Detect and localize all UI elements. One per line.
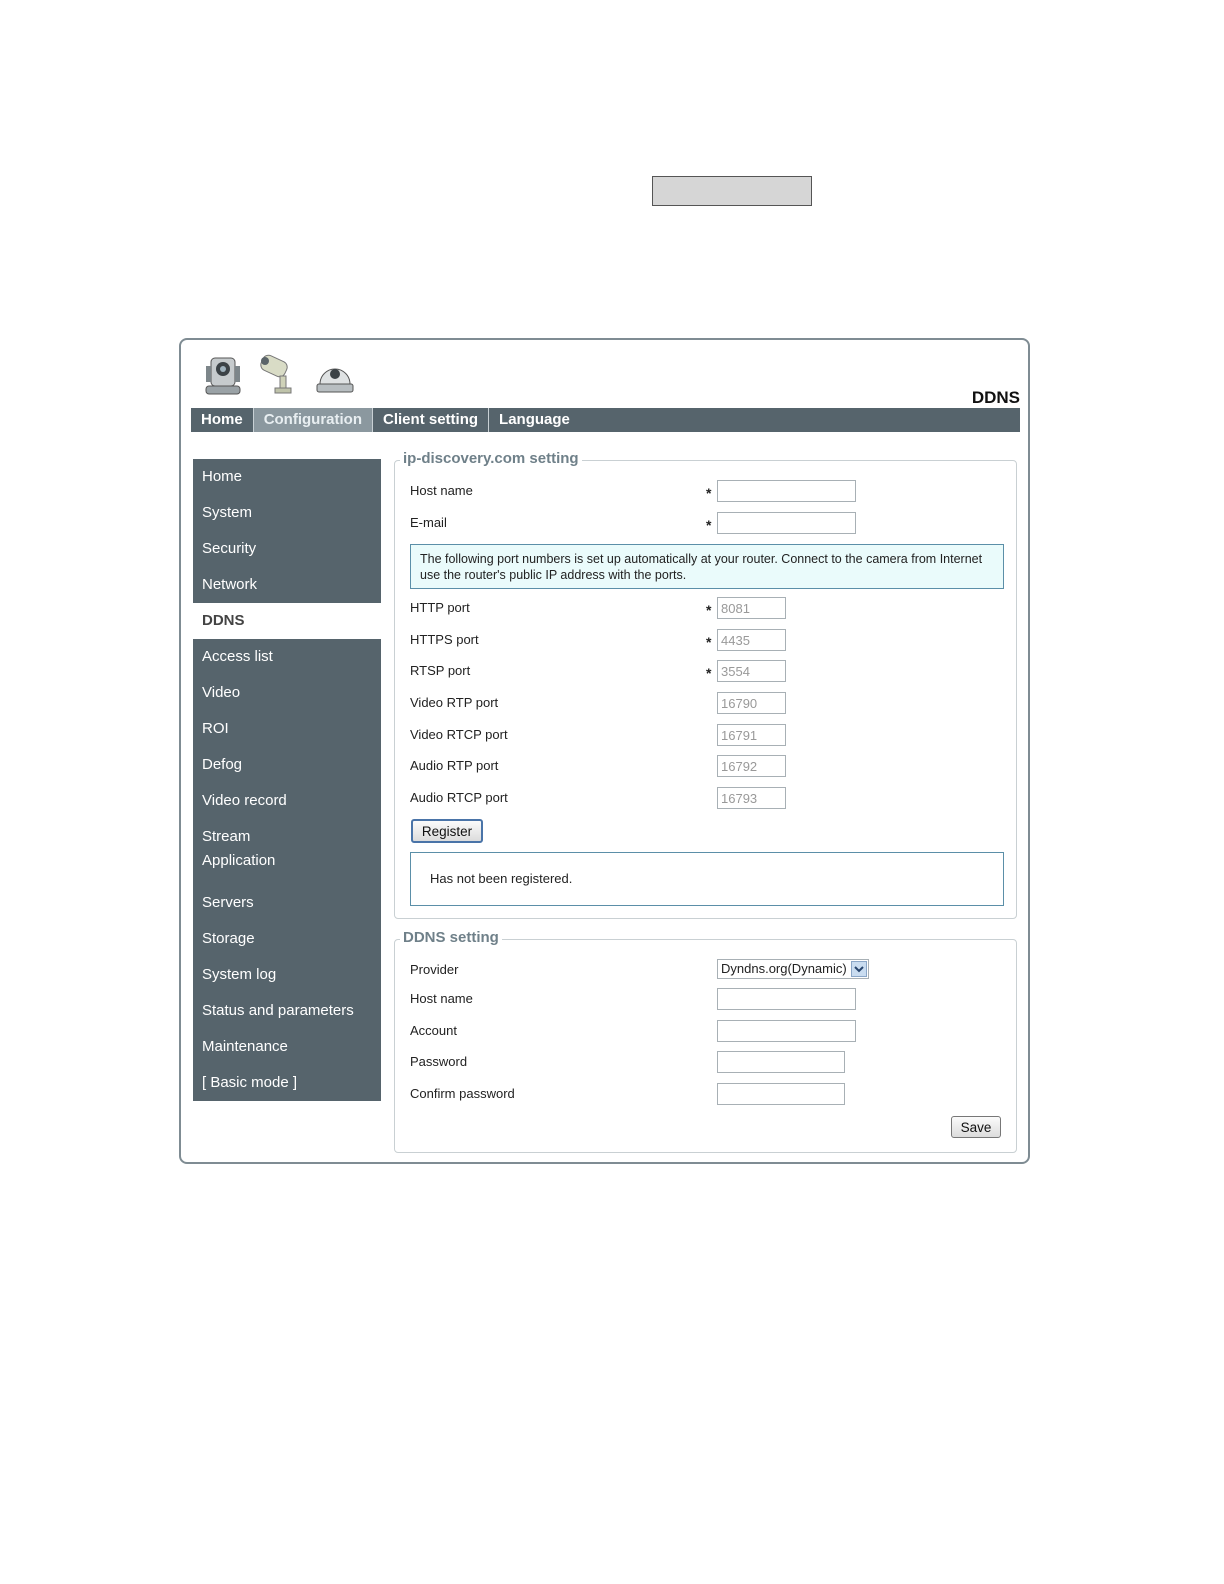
email-label: E-mail: [410, 515, 447, 530]
https-port-label: HTTPS port: [410, 632, 479, 647]
provider-select[interactable]: [717, 959, 869, 979]
top-navigation: [191, 408, 1020, 432]
ip-discovery-legend: ip-discovery.com setting: [400, 450, 582, 467]
sidebar-item-system[interactable]: System: [193, 495, 381, 531]
provider-selected-value: Dyndns.org(Dynamic): [721, 961, 847, 976]
required-mark: *: [706, 634, 712, 650]
sidebar-menu: [193, 459, 381, 1101]
ddns-legend: DDNS setting: [400, 929, 502, 946]
sidebar-item-storage[interactable]: Storage: [193, 921, 381, 957]
account-input[interactable]: [717, 1020, 856, 1042]
https-port-input[interactable]: [717, 629, 786, 651]
audio-rtp-port-label: Audio RTP port: [410, 758, 499, 773]
confirm-password-label: Confirm password: [410, 1086, 515, 1101]
sidebar-item-defog[interactable]: Defog: [193, 747, 381, 783]
register-button[interactable]: Register: [411, 819, 483, 843]
host-name-input[interactable]: [717, 480, 856, 502]
sidebar-item-video-record[interactable]: Video record: [193, 783, 381, 819]
sidebar-item-status-parameters[interactable]: Status and parameters: [193, 993, 381, 1029]
account-label: Account: [410, 1023, 457, 1038]
ddns-host-name-input[interactable]: [717, 988, 856, 1010]
sidebar-item-security[interactable]: Security: [193, 531, 381, 567]
video-rtp-port-input[interactable]: [717, 692, 786, 714]
password-label: Password: [410, 1054, 468, 1069]
sidebar-item-access-list[interactable]: Access list: [193, 639, 381, 675]
dropdown-arrow-icon[interactable]: [851, 961, 867, 977]
audio-rtp-port-input[interactable]: [717, 755, 786, 777]
sidebar-item-network[interactable]: Network: [193, 567, 381, 603]
audio-rtcp-port-input[interactable]: [717, 787, 786, 809]
tab-client-setting[interactable]: Client setting: [373, 408, 489, 432]
http-port-input[interactable]: [717, 597, 786, 619]
tab-configuration[interactable]: Configuration: [254, 408, 373, 432]
ip-discovery-fieldset: [394, 450, 1017, 919]
rtsp-port-label: RTSP port: [410, 663, 471, 678]
email-input[interactable]: [717, 512, 856, 534]
video-rtp-port-label: Video RTP port: [410, 695, 499, 710]
sidebar-item-maintenance[interactable]: Maintenance: [193, 1029, 381, 1065]
http-port-label: HTTP port: [410, 600, 470, 615]
sidebar-item-home[interactable]: Home: [193, 459, 381, 495]
ddns-fieldset: [394, 929, 1017, 1153]
port-info-note: The following port numbers is set up automatically at your router. Connect to the camera from Internet use the router's public IP address with the ports.: [410, 544, 1004, 589]
sidebar-item-stream[interactable]: Stream: [193, 819, 381, 849]
tab-home[interactable]: Home: [191, 408, 254, 432]
video-rtcp-port-input[interactable]: [717, 724, 786, 746]
required-mark: *: [706, 665, 712, 681]
host-name-label: Host name: [410, 483, 473, 498]
sidebar-item-application[interactable]: Application: [193, 849, 381, 885]
camera-icons: [202, 352, 356, 398]
save-button[interactable]: Save: [951, 1116, 1001, 1138]
sidebar-item-video[interactable]: Video: [193, 675, 381, 711]
audio-rtcp-port-label: Audio RTCP port: [410, 790, 508, 805]
tab-language[interactable]: Language: [499, 411, 570, 428]
rtsp-port-input[interactable]: [717, 660, 786, 682]
required-mark: *: [706, 485, 712, 501]
bullet-camera-icon[interactable]: [258, 352, 300, 396]
sidebar-item-ddns[interactable]: DDNS: [193, 603, 381, 639]
sidebar-item-basic-mode[interactable]: [ Basic mode ]: [193, 1065, 381, 1101]
dome-camera-icon[interactable]: [314, 352, 356, 396]
sidebar-item-system-log[interactable]: System log: [193, 957, 381, 993]
top-gray-bar: [652, 176, 812, 206]
sidebar-item-roi[interactable]: ROI: [193, 711, 381, 747]
video-rtcp-port-label: Video RTCP port: [410, 727, 508, 742]
sidebar-item-servers[interactable]: Servers: [193, 885, 381, 921]
page-title: DDNS: [971, 388, 1020, 407]
ddns-host-name-label: Host name: [410, 991, 473, 1006]
required-mark: *: [706, 602, 712, 618]
confirm-password-input[interactable]: [717, 1083, 845, 1105]
password-input[interactable]: [717, 1051, 845, 1073]
provider-label: Provider: [410, 962, 459, 977]
registration-status: Has not been registered.: [410, 852, 1004, 906]
ptz-camera-icon[interactable]: [202, 352, 244, 396]
required-mark: *: [706, 517, 712, 533]
